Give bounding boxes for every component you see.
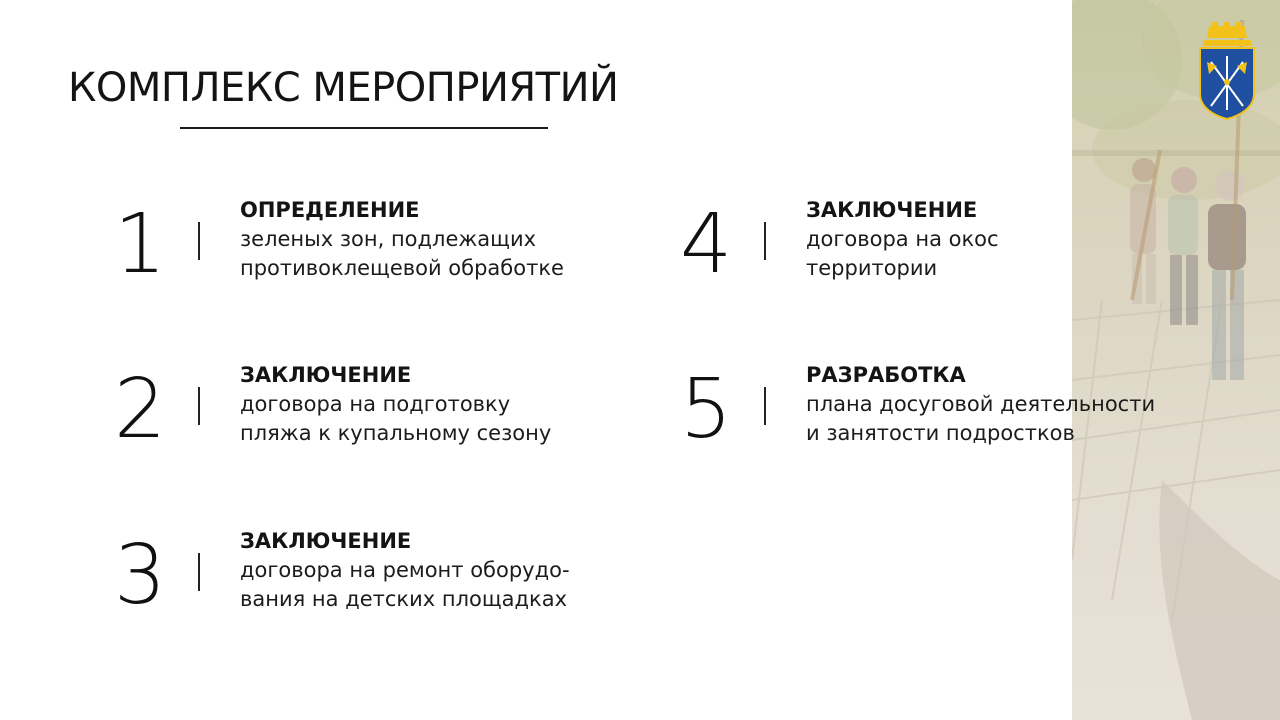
title-underline: [180, 127, 548, 129]
slide-title: КОМПЛЕКС МЕРОПРИЯТИЙ: [68, 65, 619, 111]
item-number: 2: [114, 362, 167, 457]
item-divider: [198, 553, 200, 591]
item-number: 1: [114, 197, 167, 292]
item-description-line: договора на подготовку: [240, 392, 511, 416]
item-divider: [764, 387, 766, 425]
item-description-line: договора на окос: [806, 227, 999, 251]
item-description-line: противоклещевой обработке: [240, 256, 564, 280]
item-description-line: территории: [806, 256, 938, 280]
item-description-line: пляжа к купальному сезону: [240, 421, 552, 445]
item-heading: ЗАКЛЮЧЕНИЕ: [806, 198, 978, 222]
item-description-line: договора на ремонт оборудо-: [240, 558, 570, 582]
item-number: 5: [680, 362, 733, 457]
item-heading: ОПРЕДЕЛЕНИЕ: [240, 198, 420, 222]
item-divider: [198, 222, 200, 260]
item-divider: [198, 387, 200, 425]
item-description-line: и занятости подростков: [806, 421, 1075, 445]
item-description-line: зеленых зон, подлежащих: [240, 227, 537, 251]
item-heading: ЗАКЛЮЧЕНИЕ: [240, 363, 412, 387]
item-number: 4: [680, 197, 733, 292]
coat-of-arms-icon: [1195, 22, 1259, 120]
item-description-line: вания на детских площадках: [240, 587, 568, 611]
item-number: 3: [114, 528, 167, 623]
item-divider: [764, 222, 766, 260]
item-heading: РАЗРАБОТКА: [806, 363, 966, 387]
item-heading: ЗАКЛЮЧЕНИЕ: [240, 529, 412, 553]
item-description-line: плана досуговой деятельности: [806, 392, 1156, 416]
